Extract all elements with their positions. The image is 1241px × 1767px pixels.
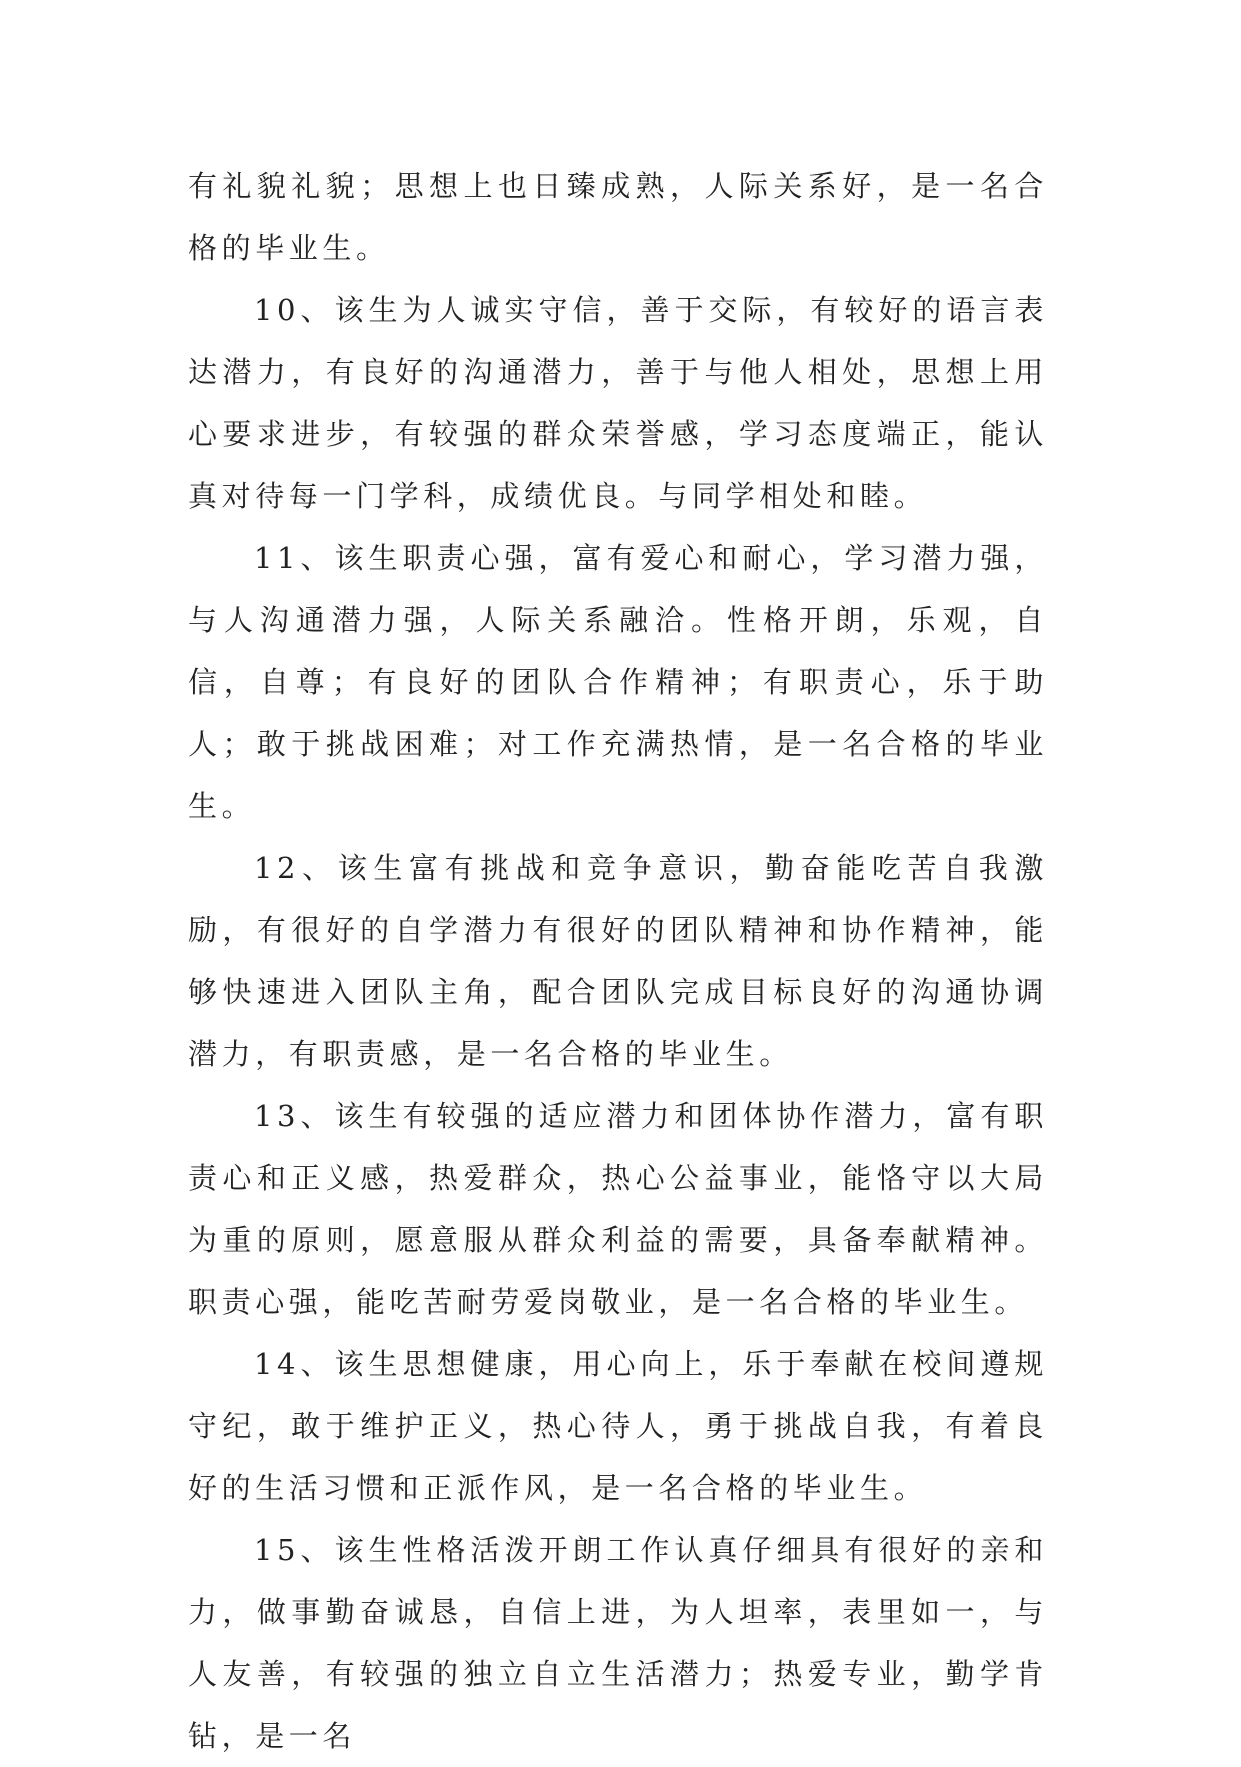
paragraph-item-12: 12、该生富有挑战和竞争意识，勤奋能吃苦自我激励，有很好的自学潜力有很好的团队精神和协作精神，能够快速进入团队主角，配合团队完成目标良好的沟通协调潜力，有职责感，是一名合格的毕业生。 — [188, 851, 1048, 1071]
paragraph-item-13: 13、该生有较强的适应潜力和团体协作潜力，富有职责心和正义感，热爱群众，热心公益事业，能恪守以大局为重的原则，愿意服从群众利益的需要，具备奉献精神。职责心强，能吃苦耐劳爱岗敬业，是一名合格的毕业生。 — [188, 1099, 1048, 1319]
paragraph-item-10: 10、该生为人诚实守信，善于交际，有较好的语言表达潜力，有良好的沟通潜力，善于与他人相处，思想上用心要求进步，有较强的群众荣誉感，学习态度端正，能认真对待每一门学科，成绩优良。与同学相处和睦。 — [188, 293, 1048, 513]
document-body — [188, 155, 1048, 1767]
paragraph-item-11: 11、该生职责心强，富有爱心和耐心，学习潜力强，与人沟通潜力强，人际关系融洽。性格开朗，乐观，自信，自尊；有良好的团队合作精神；有职责心，乐于助人；敢于挑战困难；对工作充满热情，是一名合格的毕业生。 — [188, 541, 1048, 823]
paragraph-item-15: 15、该生性格活泼开朗工作认真仔细具有很好的亲和力，做事勤奋诚恳，自信上进，为人坦率，表里如一，与人友善，有较强的独立自立生活潜力；热爱专业，勤学肯钻，是一名 — [188, 1533, 1048, 1753]
paragraph-item-14: 14、该生思想健康，用心向上，乐于奉献在校间遵规守纪，敢于维护正义，热心待人，勇于挑战自我，有着良好的生活习惯和正派作风，是一名合格的毕业生。 — [188, 1347, 1048, 1505]
paragraph-continuation: 有礼貌礼貌；思想上也日臻成熟，人际关系好，是一名合格的毕业生。 — [188, 169, 1048, 265]
